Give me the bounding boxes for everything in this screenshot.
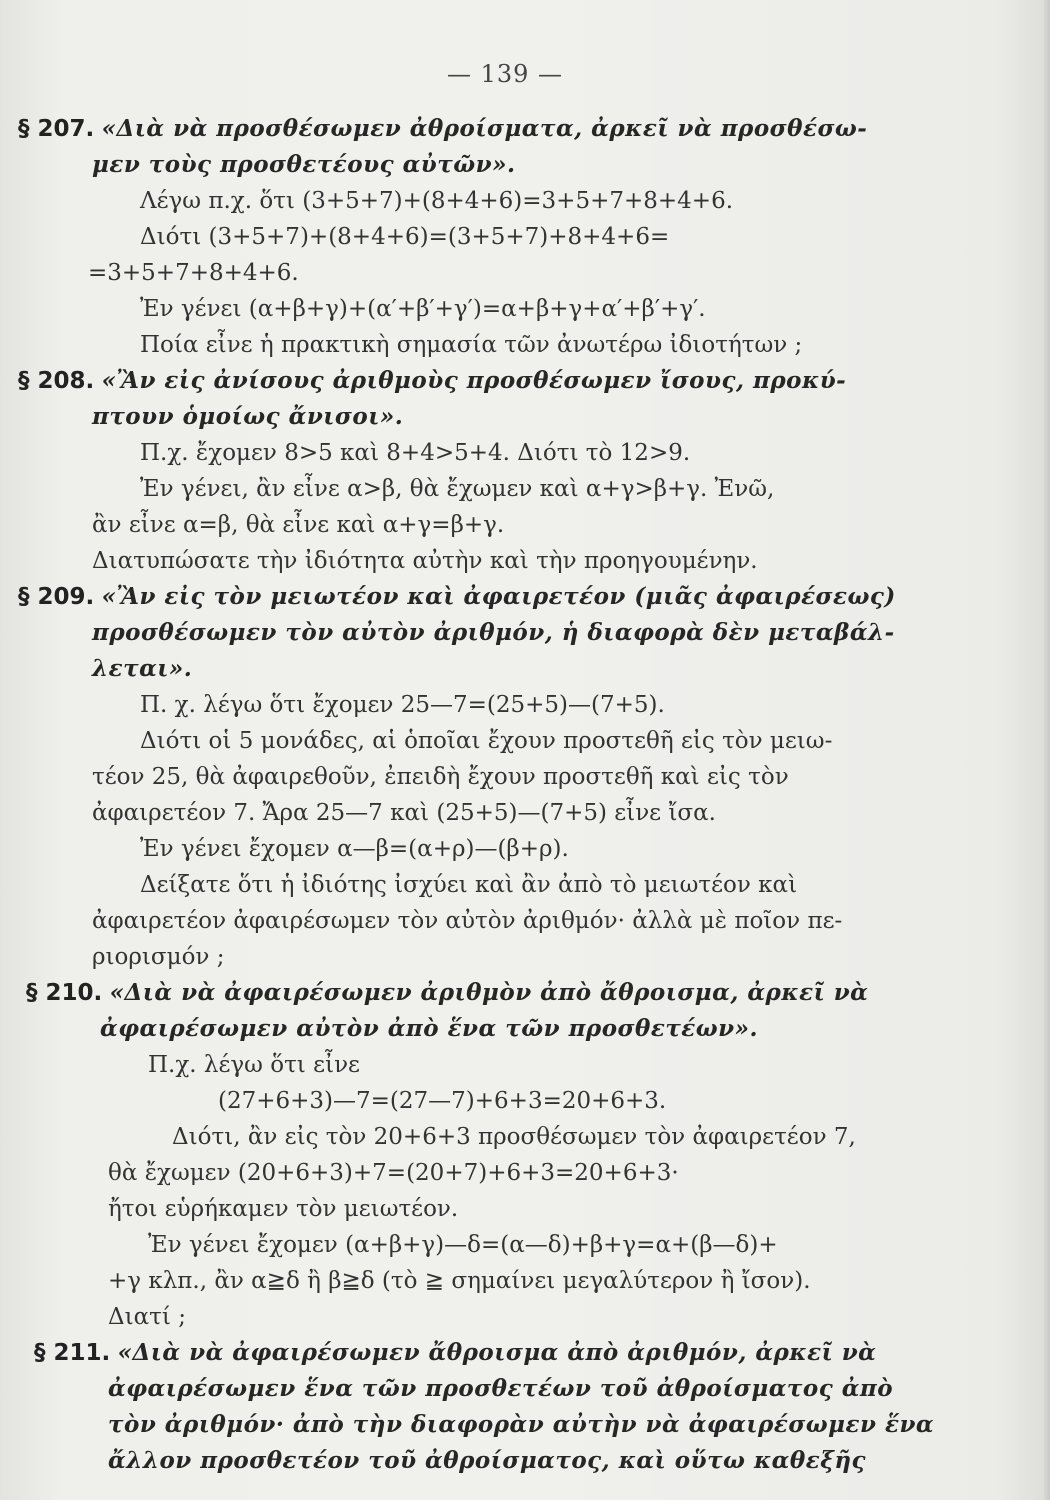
text-line: =3+5+7+8+4+6. [88, 260, 299, 286]
section-number: § 210. [26, 980, 103, 1006]
theorem-text: «Διὰ νὰ ἀφαιρέσωμεν ἄθροισμα ἀπὸ ἀριθμόν, ἀρκεῖ νὰ [117, 1339, 877, 1366]
text-line [18, 366, 846, 396]
text-line [26, 978, 868, 1008]
text-line: Ἐν γένει ἔχομεν (α+β+γ)—δ=(α—δ)+β+γ=α+(β—δ)+ [148, 1232, 778, 1258]
text-line: τέον 25, θὰ ἀφαιρεθοῦν, ἐπειδὴ ἔχουν προστεθῆ καὶ εἰς τὸν [92, 764, 789, 790]
text-line: Ποία εἶνε ἡ πρακτικὴ σημασία τῶν ἀνωτέρω ἰδιοτήτων ; [140, 332, 803, 358]
theorem-text: «Διὰ νὰ ἀφαιρέσωμεν ἀριθμὸν ἀπὸ ἄθροισμα, ἀρκεῖ νὰ [109, 979, 869, 1006]
text-line: θὰ ἔχωμεν (20+6+3)+7=(20+7)+6+3=20+6+3· [108, 1160, 679, 1186]
text-line: (27+6+3)—7=(27—7)+6+3=20+6+3. [218, 1088, 667, 1114]
text-line: Διατί ; [108, 1304, 186, 1330]
section-number: § 209. [18, 584, 95, 610]
text-line: Π.χ. λέγω ὅτι εἶνε [148, 1052, 360, 1078]
text-line: Π.χ. ἔχομεν 8>5 καὶ 8+4>5+4. Διότι τὸ 12>9. [140, 440, 691, 466]
theorem-text: προσθέσωμεν τὸν αὐτὸν ἀριθμόν, ἡ διαφορὰ δὲν μεταβάλ- [92, 619, 895, 646]
theorem-text: ἄλλον προσθετέον τοῦ ἀθροίσματος, καὶ οὕτω καθεξῆς [108, 1447, 867, 1474]
text-line: Ἐν γένει ἔχομεν α—β=(α+ρ)—(β+ρ). [140, 836, 569, 862]
text-line: Διατυπώσατε τὴν ἰδιότητα αὐτὴν καὶ τὴν προηγουμένην. [92, 548, 758, 574]
theorem-text: λεται». [92, 655, 193, 682]
text-line [18, 114, 867, 144]
text-line: Διότι (3+5+7)+(8+4+6)=(3+5+7)+8+4+6= [140, 224, 670, 250]
text-line: Διότι οἱ 5 μονάδες, αἱ ὁποῖαι ἔχουν προστεθῆ εἰς τὸν μειω- [140, 728, 833, 754]
theorem-text: «Διὰ νὰ προσθέσωμεν ἀθροίσματα, ἀρκεῖ νὰ προσθέσω- [101, 115, 868, 142]
theorem-text: ἀφαιρέσωμεν ἕνα τῶν προσθετέων τοῦ ἀθροίσματος ἀπὸ [108, 1375, 894, 1402]
page-number: — 139 — [446, 60, 564, 88]
text-line: Διότι, ἂν εἰς τὸν 20+6+3 προσθέσωμεν τὸν ἀφαιρετέον 7, [172, 1124, 856, 1150]
theorem-text: τὸν ἀριθμόν· ἀπὸ τὴν διαφορὰν αὐτὴν νὰ ἀφαιρέσωμεν ἕνα [108, 1411, 935, 1438]
text-line: Δείξατε ὅτι ἡ ἰδιότης ἰσχύει καὶ ἂν ἀπὸ τὸ μειωτέον καὶ [140, 872, 798, 898]
theorem-text: ἀφαιρέσωμεν αὐτὸν ἀπὸ ἕνα τῶν προσθετέων». [100, 1015, 759, 1042]
text-line: Ἐν γένει, ἂν εἶνε α>β, θὰ ἔχωμεν καὶ α+γ>β+γ. Ἐνῶ, [140, 476, 775, 502]
text-line: ἀφαιρετέον ἀφαιρέσωμεν τὸν αὐτὸν ἀριθμόν· ἀλλὰ μὲ ποῖον πε- [92, 908, 843, 934]
text-line [34, 1338, 876, 1368]
section-number: § 208. [18, 368, 95, 394]
text-line: ἂν εἶνε α=β, θὰ εἶνε καὶ α+γ=β+γ. [92, 512, 505, 538]
text-line: ἀφαιρετέον 7. Ἄρα 25—7 καὶ (25+5)—(7+5) εἶνε ἴσα. [92, 800, 716, 826]
theorem-text: «Ἂν εἰς τὸν μειωτέον καὶ ἀφαιρετέον (μιᾶς ἀφαιρέσεως) [101, 583, 896, 610]
theorem-text: μεν τοὺς προσθετέους αὐτῶν». [92, 151, 516, 178]
text-line: Ἐν γένει (α+β+γ)+(α′+β′+γ′)=α+β+γ+α′+β′+γ′. [140, 296, 706, 322]
text-line: +γ κλπ., ἂν α≧δ ἢ β≧δ (τὸ ≧ σημαίνει μεγαλύτερον ἢ ἴσον). [108, 1268, 811, 1294]
section-number: § 211. [34, 1340, 111, 1366]
text-line: Π. χ. λέγω ὅτι ἔχομεν 25—7=(25+5)—(7+5). [140, 692, 665, 718]
text-line: ἤτοι εὑρήκαμεν τὸν μειωτέον. [108, 1196, 459, 1222]
theorem-text: πτουν ὁμοίως ἄνισοι». [92, 403, 404, 430]
text-line [18, 582, 896, 612]
section-number: § 207. [18, 116, 95, 142]
theorem-text: «Ἂν εἰς ἀνίσους ἀριθμοὺς προσθέσωμεν ἴσους, προκύ- [101, 367, 847, 394]
text-line: ριορισμόν ; [92, 944, 225, 970]
page-edge-shadow [1044, 0, 1050, 1500]
text-line: Λέγω π.χ. ὅτι (3+5+7)+(8+4+6)=3+5+7+8+4+6. [140, 188, 734, 214]
